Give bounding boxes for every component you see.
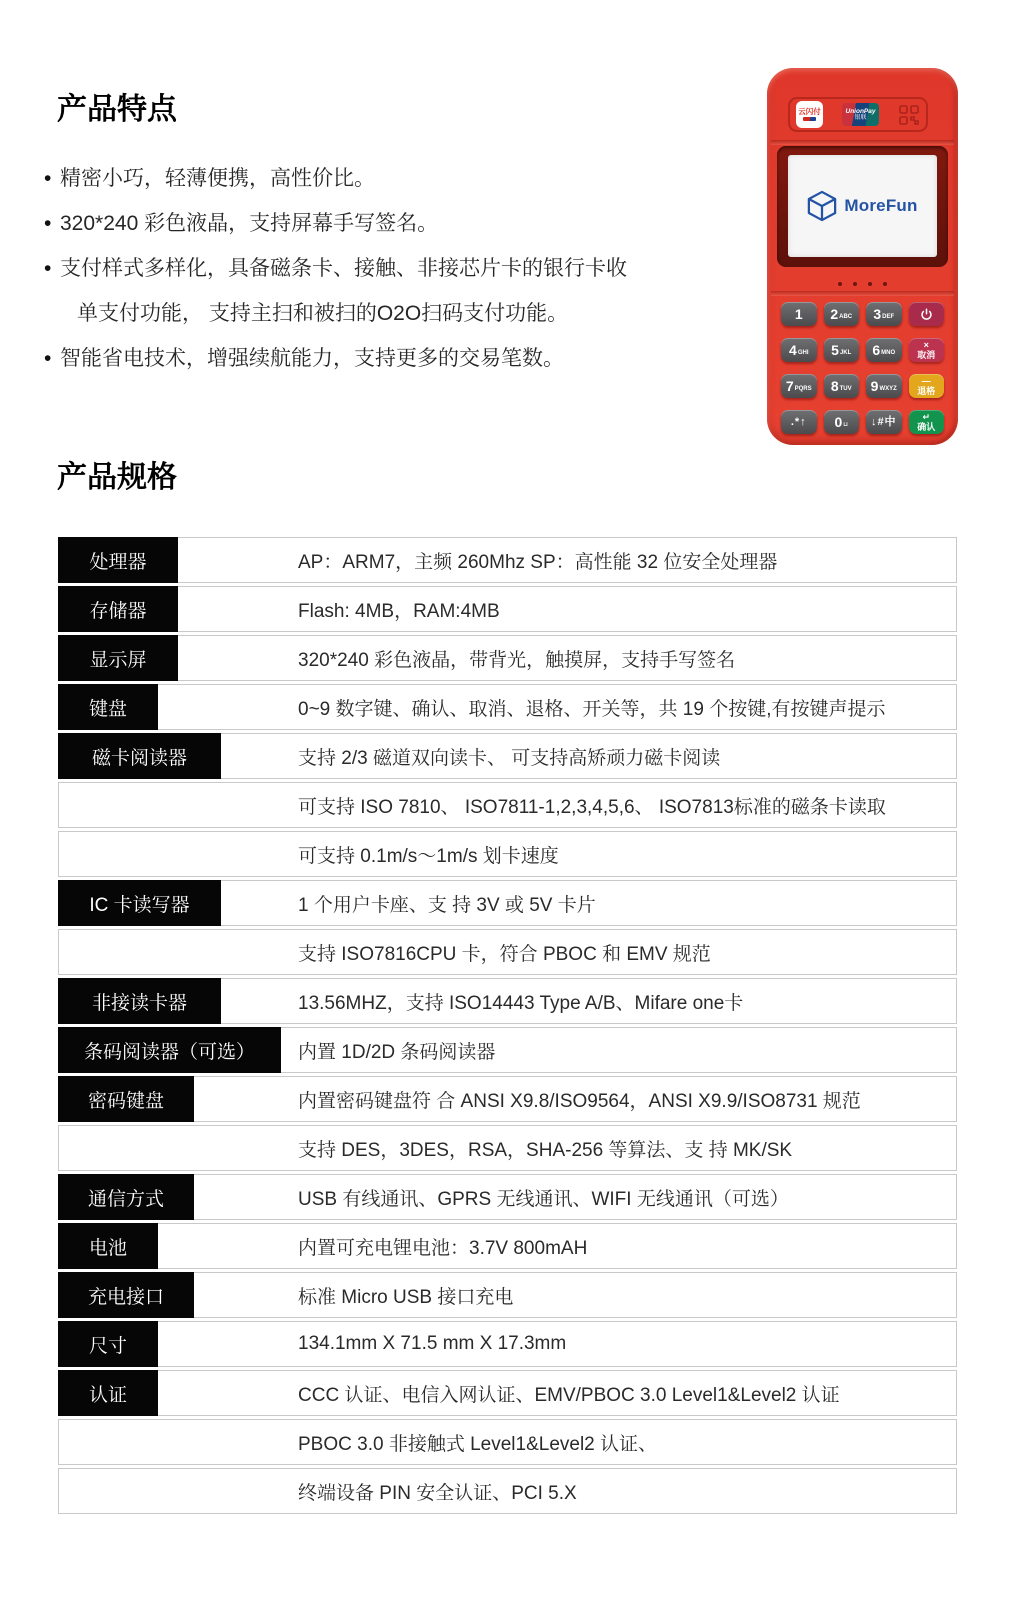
- spec-row-value: 13.56MHZ，支持 ISO14443 Type A/B、Mifare one卡: [298, 992, 744, 1014]
- table-row: [58, 978, 957, 1024]
- bullet-dot: •: [44, 167, 52, 190]
- key-sub-label: MNO: [881, 350, 896, 356]
- spec-row-label: 认证: [58, 1370, 158, 1416]
- spec-table: [58, 537, 957, 1517]
- unionpay-sublabel: 银联: [854, 115, 867, 121]
- spec-row-value: 可支持 ISO 7810、 ISO7811-1,2,3,4,5,6、 ISO7813标准的磁条卡读取: [298, 796, 886, 818]
- spec-row-value: Flash: 4MB，RAM:4MB: [298, 600, 500, 622]
- device-keypad: [781, 302, 944, 434]
- key-main-label: 4: [789, 342, 797, 358]
- table-row: [58, 782, 957, 828]
- feature-text-continued: 单支付功能， 支持主扫和被扫的O2O扫码支付功能。: [77, 302, 569, 325]
- spec-row-value: CCC 认证、电信入网认证、EMV/PBOC 3.0 Level1&Level2 认证: [298, 1384, 840, 1406]
- table-row: [58, 537, 957, 583]
- spec-row-value: 内置 1D/2D 条码阅读器: [298, 1041, 496, 1063]
- spec-row-value: 134.1mm X 71.5 mm X 17.3mm: [298, 1333, 567, 1354]
- key-main-label: 8: [830, 378, 839, 394]
- device-screen-bezel: [777, 146, 948, 267]
- table-row: [58, 831, 957, 877]
- feature-text: 320*240 彩色液晶，支持屏幕手写签名。: [60, 212, 439, 235]
- key-main-label: 3: [873, 306, 882, 322]
- feature-bullet: [44, 246, 724, 291]
- backspace-key: [909, 374, 945, 398]
- speaker-dots: [767, 282, 958, 286]
- table-row: [58, 1174, 957, 1220]
- spec-row-label: IC 卡读写器: [58, 880, 221, 926]
- unionpay-icon: [842, 103, 879, 126]
- table-row: [58, 635, 957, 681]
- key-label: 退格: [917, 385, 936, 396]
- unionpay-label: UnionPay: [845, 108, 876, 115]
- key-8: [824, 374, 860, 398]
- spec-row-value: 内置密码键盘符 合 ANSI X9.8/ISO9564，ANSI X9.9/ISO8731 规范: [298, 1090, 861, 1112]
- spec-row-value: 终端设备 PIN 安全认证、PCI 5.X: [298, 1482, 577, 1504]
- power-icon: [920, 308, 933, 321]
- spec-row-label: 显示屏: [58, 635, 178, 681]
- backspace-icon: —: [921, 375, 931, 386]
- key-sub-label: TUV: [839, 386, 852, 392]
- key-9: [866, 374, 902, 398]
- key-main-label: 7: [785, 378, 794, 394]
- spec-row-value: AP：ARM7，主频 260Mhz SP：高性能 32 位安全处理器: [298, 551, 778, 573]
- key-main-label: 9: [870, 378, 879, 394]
- spec-row-label: 电池: [58, 1223, 158, 1269]
- key-↓#中: [866, 410, 902, 434]
- table-row: [58, 1468, 957, 1514]
- key-main-label: 2: [830, 306, 839, 322]
- key-sub-label: GHI: [797, 350, 809, 356]
- table-row: [58, 1223, 957, 1269]
- payment-logos-strip: [788, 97, 928, 132]
- table-row: [58, 586, 957, 632]
- bullet-dot: •: [44, 212, 52, 235]
- spec-row-label: 磁卡阅读器: [58, 733, 221, 779]
- key-main-label: .*↑: [790, 416, 807, 428]
- feature-text: 支付样式多样化，具备磁条卡、接触、非接芯片卡的银行卡收: [60, 257, 627, 280]
- spec-row-value: 320*240 彩色液晶，带背光，触摸屏，支持手写签名: [298, 649, 736, 671]
- specs-heading: 产品规格: [57, 461, 177, 494]
- morefun-cube-logo-icon: [807, 190, 837, 222]
- cloud-quickpass-flag: [803, 117, 816, 121]
- cloud-quickpass-icon: [796, 101, 823, 128]
- spec-row-value: 支持 ISO7816CPU 卡，符合 PBOC 和 EMV 规范: [298, 943, 711, 965]
- feature-bullet: [44, 336, 724, 381]
- key-4: [781, 338, 817, 362]
- confirm-icon: ↵: [922, 411, 931, 422]
- key-6: [866, 338, 902, 362]
- key-.*↑: [781, 410, 817, 434]
- spec-row-value: PBOC 3.0 非接触式 Level1&Level2 认证、: [298, 1433, 658, 1455]
- feature-text: 智能省电技术，增强续航能力，支持更多的交易笔数。: [60, 347, 564, 370]
- key-0: [824, 410, 860, 434]
- spec-row-value: 1 个用户卡座、支 持 3V 或 5V 卡片: [298, 894, 596, 916]
- cloud-quickpass-label: 云闪付: [798, 107, 821, 116]
- key-main-label: ↓#中: [870, 416, 897, 428]
- spec-row-value: 内置可充电锂电池：3.7V 800mAH: [298, 1237, 588, 1259]
- table-row: [58, 1125, 957, 1171]
- spec-row-label: 通信方式: [58, 1174, 194, 1220]
- table-row: [58, 1272, 957, 1318]
- key-1: [781, 302, 817, 326]
- bullet-dot: •: [44, 347, 52, 370]
- key-label: 确认: [917, 421, 936, 432]
- key-sub-label: ⊔: [843, 422, 849, 428]
- table-row: [58, 880, 957, 926]
- key-main-label: 6: [872, 342, 881, 358]
- table-row: [58, 684, 957, 730]
- spec-row-label: 尺寸: [58, 1321, 158, 1367]
- device-seam: [771, 140, 954, 145]
- key-5: [824, 338, 860, 362]
- spec-row-label: 存储器: [58, 586, 178, 632]
- cancel-key: [909, 338, 945, 362]
- key-main-label: 5: [831, 342, 839, 358]
- spec-row-value: 支持 2/3 磁道双向读卡、 可支持高矫顽力磁卡阅读: [298, 747, 721, 769]
- table-row: [58, 733, 957, 779]
- key-7: [781, 374, 817, 398]
- spec-row-value: 可支持 0.1m/s～1m/s 划卡速度: [298, 845, 559, 867]
- device-seam: [771, 291, 954, 296]
- feature-text: 精密小巧，轻薄便携，高性价比。: [60, 167, 375, 190]
- spec-row-value: 0~9 数字键、确认、取消、退格、开关等，共 19 个按键,有按键声提示: [298, 698, 886, 720]
- spec-row-value: 标准 Micro USB 接口充电: [298, 1286, 514, 1308]
- spec-row-value: 支持 DES，3DES，RSA，SHA-256 等算法、支 持 MK/SK: [298, 1139, 793, 1161]
- key-sub-label: PQRS: [794, 386, 812, 392]
- features-heading: 产品特点: [57, 93, 177, 126]
- pos-device-image: [767, 68, 958, 445]
- cancel-icon: ×: [923, 339, 929, 350]
- power-key: [909, 302, 945, 326]
- key-sub-label: JKL: [839, 350, 852, 356]
- key-main-label: 1: [794, 306, 803, 322]
- spec-row-label: 条码阅读器（可选）: [58, 1027, 281, 1073]
- spec-row-label: 键盘: [58, 684, 158, 730]
- spec-row-label: 密码键盘: [58, 1076, 194, 1122]
- key-sub-label: WXYZ: [879, 386, 897, 392]
- spec-row-label: 充电接口: [58, 1272, 194, 1318]
- features-list: [44, 156, 724, 381]
- key-sub-label: DEF: [882, 314, 895, 320]
- table-row: [58, 1419, 957, 1465]
- spec-row-label: 非接读卡器: [58, 978, 221, 1024]
- table-row: [58, 1370, 957, 1416]
- key-sub-label: ABC: [839, 314, 853, 320]
- table-row: [58, 929, 957, 975]
- key-2: [824, 302, 860, 326]
- feature-bullet: [44, 156, 724, 201]
- confirm-key: [909, 410, 945, 434]
- spec-row-value: USB 有线通讯、GPRS 无线通讯、WIFI 无线通讯（可选）: [298, 1188, 789, 1210]
- key-label: 取消: [917, 349, 936, 360]
- qr-code-icon: [898, 104, 920, 126]
- morefun-wordmark: MoreFun: [844, 196, 918, 215]
- key-main-label: 0: [834, 414, 843, 430]
- table-row: [58, 1027, 957, 1073]
- key-3: [866, 302, 902, 326]
- table-row: [58, 1076, 957, 1122]
- spec-row-label: 处理器: [58, 537, 178, 583]
- device-screen: [788, 155, 937, 257]
- bullet-dot: •: [44, 257, 52, 280]
- feature-bullet: [44, 201, 724, 246]
- table-row: [58, 1321, 957, 1367]
